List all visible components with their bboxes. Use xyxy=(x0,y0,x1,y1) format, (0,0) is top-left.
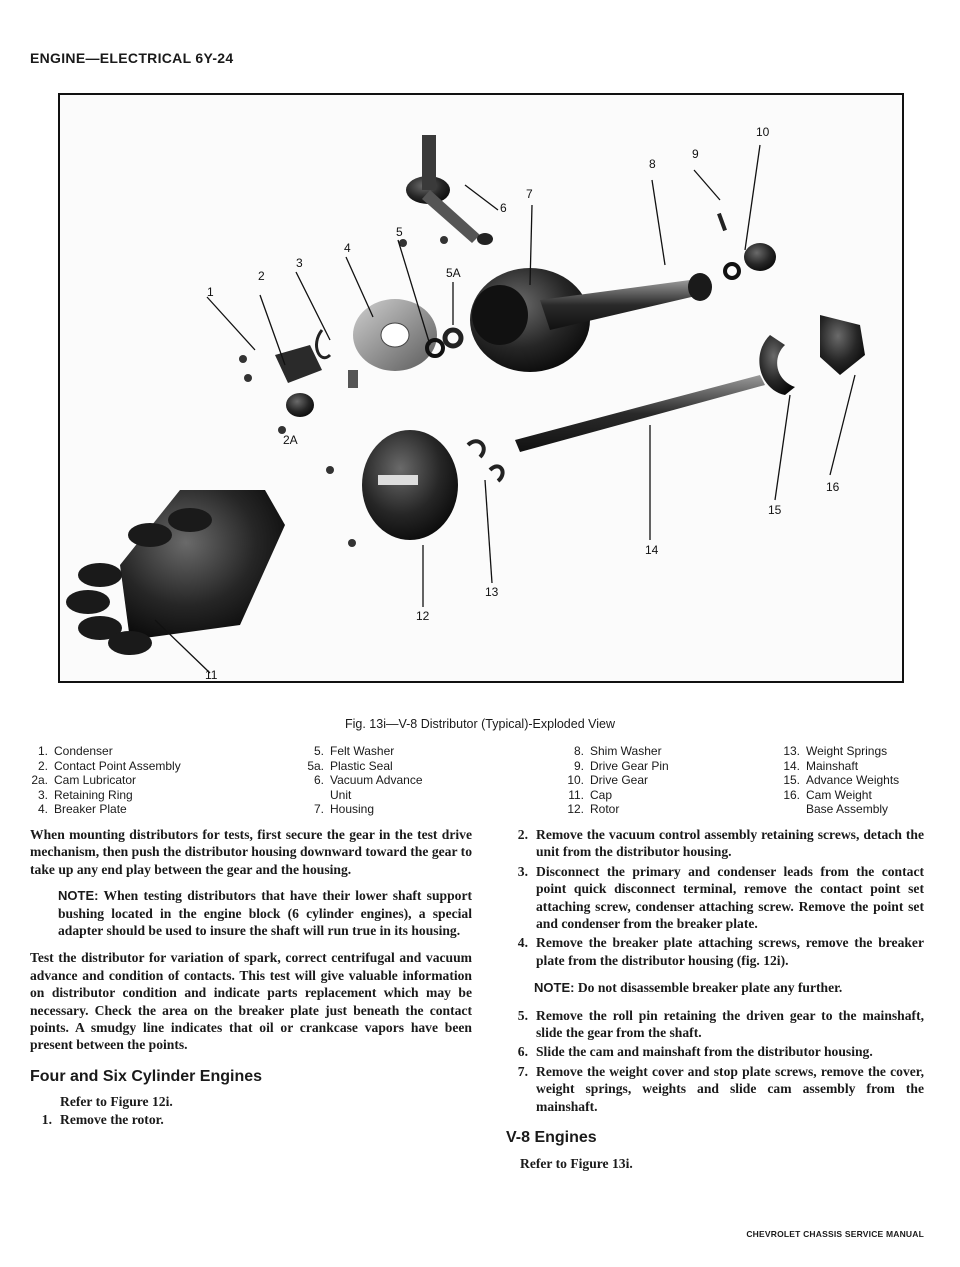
rotor-part xyxy=(362,430,458,540)
legend-item: Base Assembly xyxy=(806,802,889,816)
figure-reference: Refer to Figure 12i. xyxy=(60,1094,173,1110)
callout-12: 12 xyxy=(416,609,430,623)
callout-1: 1 xyxy=(207,285,214,299)
distributor-cap-part xyxy=(66,490,285,655)
intro-paragraph: When mounting distributors for tests, first secure the gear in the test drive mechanism, then push the distributor housing downward toward the gear to take up any end play between the gear and the housing. xyxy=(30,827,472,877)
callout-3: 3 xyxy=(296,256,303,270)
callout-5a: 5A xyxy=(446,266,461,280)
legend-item: 1. Condenser xyxy=(37,744,113,758)
callout-16: 16 xyxy=(826,480,840,494)
drive-gear-part xyxy=(717,213,776,278)
legend-item: 13. Weight Springs xyxy=(783,744,888,758)
legend-item: 5a. Plastic Seal xyxy=(307,758,393,773)
section-heading-four-six: Four and Six Cylinder Engines xyxy=(30,1067,263,1085)
page-footer: CHEVROLET CHASSIS SERVICE MANUAL xyxy=(746,1229,924,1239)
legend-item: 5. Felt Washer xyxy=(313,744,395,758)
callout-9: 9 xyxy=(692,147,699,161)
step-item: 2. Remove the vacuum control assembly retaining screws, detach the unit from the distributor housing. xyxy=(517,827,924,860)
note-label: NOTE: xyxy=(534,980,575,996)
callout-5: 5 xyxy=(396,225,403,239)
figure-reference: Refer to Figure 13i. xyxy=(520,1155,633,1171)
legend-column-2 xyxy=(300,744,423,817)
right-column xyxy=(506,826,924,1172)
step-item: 7. Remove the weight cover and stop plate screws, remove the cover, weight springs, weights and slide cam assembly from the mainshaft. xyxy=(517,1063,924,1114)
legend-item: 4. Breaker Plate xyxy=(37,802,127,816)
advance-weights-part xyxy=(759,315,865,395)
step-item: 6. Slide the cam and mainshaft from the distributor housing. xyxy=(517,1044,873,1060)
callout-2: 2 xyxy=(258,269,265,283)
callout-7: 7 xyxy=(526,187,533,201)
callout-11: 11 xyxy=(205,668,218,682)
legend-item: 7. Housing xyxy=(313,802,375,816)
step-item: 5. Remove the roll pin retaining the driven gear to the mainshaft, slide the gear from the shaft. xyxy=(517,1007,924,1041)
left-column xyxy=(30,826,472,1130)
step-item: 1. Remove the rotor. xyxy=(41,1111,164,1127)
step-item: 3. Disconnect the primary and condenser leads from the contact point quick disconnect terminal, remove the contact point set attaching screw, condenser attaching screw. Remove the point set and condenser from the breaker plate. xyxy=(517,863,924,932)
distributor-illustration xyxy=(60,95,902,681)
exploded-view-figure xyxy=(58,93,904,683)
vacuum-advance-unit xyxy=(406,135,493,245)
leader-lines xyxy=(155,145,855,673)
legend-item: 2. Contact Point Assembly xyxy=(37,758,181,773)
callout-4: 4 xyxy=(344,241,351,255)
legend-item: 3. Retaining Ring xyxy=(37,787,133,802)
legend-item: 6. Vacuum Advance xyxy=(313,773,423,787)
legend-item: 10. Drive Gear xyxy=(567,773,649,787)
callout-10: 10 xyxy=(756,125,770,139)
note-block xyxy=(58,887,472,939)
legend-column-4 xyxy=(776,744,899,817)
callout-8: 8 xyxy=(649,157,656,171)
legend-item: 15. Advance Weights xyxy=(783,773,900,787)
callout-13: 13 xyxy=(485,585,499,599)
callout-6: 6 xyxy=(500,201,507,215)
legend-item: Unit xyxy=(330,787,352,802)
page-header: ENGINE—ELECTRICAL 6Y-24 xyxy=(30,50,234,66)
legend-column-1 xyxy=(24,744,181,817)
legend-item: 14. Mainshaft xyxy=(783,758,859,773)
callout-14: 14 xyxy=(645,543,659,557)
note-text: When testing distributors that have their lower shaft support bushing located in the engine block (6 cylinder engines), a special adapter should be used to insure the shaft will run true in its housing. xyxy=(58,888,473,939)
note-block xyxy=(534,979,924,996)
housing-part xyxy=(470,268,712,372)
legend-item: 12. Rotor xyxy=(567,802,620,816)
legend-item: 16. Cam Weight xyxy=(783,787,872,802)
legend-item: 2a. Cam Lubricator xyxy=(31,773,137,787)
legend-item: 11. Cap xyxy=(568,787,613,802)
callout-15: 15 xyxy=(768,503,782,517)
test-paragraph: Test the distributor for variation of spark, correct centrifugal and vacuum advance and condition of contacts. This test will give valuable information on distributor condition and indicate parts replacement which may be necessary. Check the area on the breaker plate just beneath the contact points. A smudgy line indicates that oil or crankcase vapors have been present between the points. xyxy=(30,950,472,1053)
step-item: 4. Remove the breaker plate attaching screws, remove the breaker plate from the distributor housing (fig. 12i). xyxy=(517,935,924,968)
note-label: NOTE: xyxy=(58,888,99,904)
section-heading-v8: V-8 Engines xyxy=(506,1129,597,1147)
legend-column-3 xyxy=(560,744,669,817)
legend-item: 8. Shim Washer xyxy=(573,744,662,758)
mainshaft-part xyxy=(468,375,765,481)
legend-item: 9. Drive Gear Pin xyxy=(573,758,669,773)
figure-caption: Fig. 13i—V-8 Distributor (Typical)-Exploded View xyxy=(344,717,615,731)
note-text: Do not disassemble breaker plate any further. xyxy=(577,980,843,996)
callout-2a: 2A xyxy=(283,433,298,447)
